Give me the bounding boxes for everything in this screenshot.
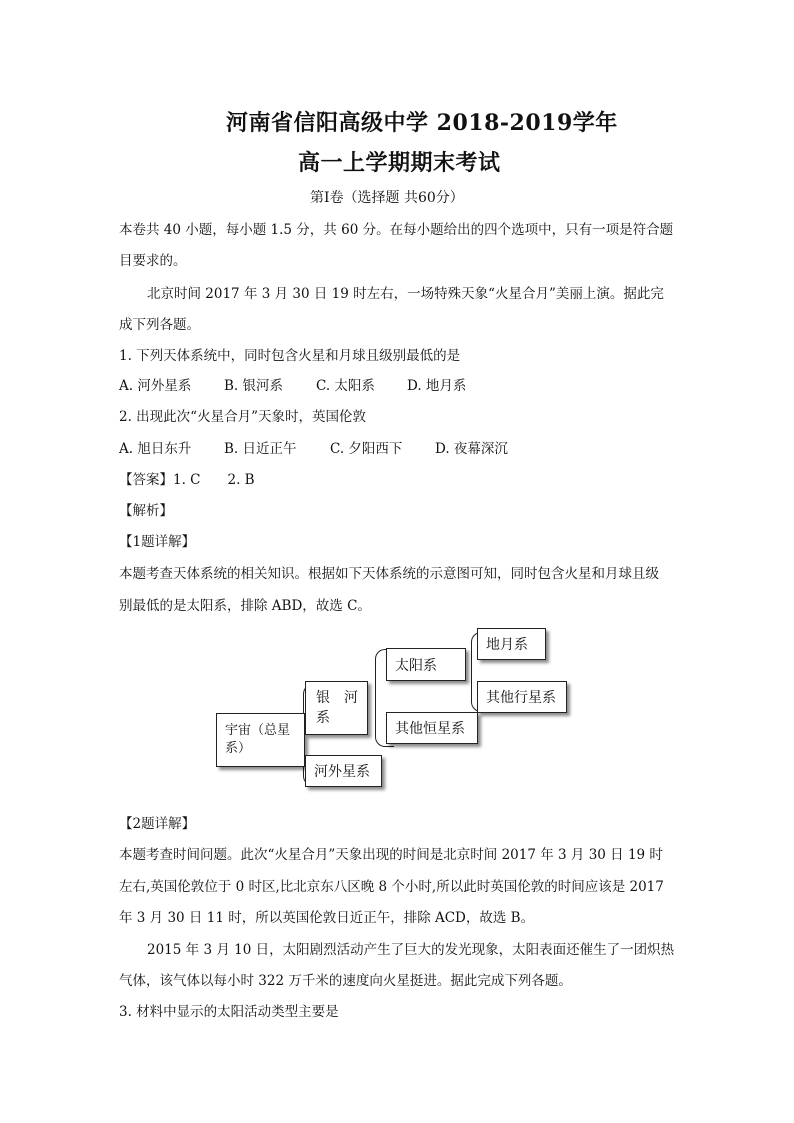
detail-1-line-1: 本题考查天体系统的相关知识。根据如下天体系统的示意图可知，同时包含火星和月球且级 <box>119 566 659 582</box>
detail-2-label: 【2题详解】 <box>119 816 196 832</box>
node-galaxy <box>305 681 368 735</box>
node-extragalactic-label: 河外星系 <box>314 764 370 780</box>
node-universe-line-1: 宇宙（总星 <box>225 723 291 738</box>
material1-line-1: 北京时间 2017 年 3 月 30 日 19 时左右，一场特殊天象“火星合月”美丽上演。据此完 <box>147 286 664 302</box>
answer-line: 【答案】1. C 2. B <box>119 472 255 488</box>
node-galaxy-line-1: 银 河 <box>316 690 358 706</box>
node-earth-moon-system <box>477 628 546 660</box>
node-universe-line-2: 系） <box>225 741 252 756</box>
intro-line-1: 本卷共 40 小题，每小题 1.5 分，共 60 分。在每小题给出的四个选项中，只有一项是符合题 <box>119 222 674 238</box>
node-earth-moon-system-label: 地月系 <box>486 637 528 653</box>
node-other-planetary-systems <box>477 681 567 713</box>
node-solar-system-label: 太阳系 <box>395 657 437 674</box>
question-1-stem: 1. 下列天体系统中，同时包含火星和月球且级别最低的是 <box>119 348 461 364</box>
node-other-planetary-systems-label: 其他行星系 <box>486 690 556 706</box>
question-1-option-b: B. 银河系 <box>224 378 284 394</box>
material2-line-2: 气体，该气体以每小时 322 万千米的速度向火星挺进。据此完成下列各题。 <box>119 973 572 989</box>
question-1-option-a: A. 河外星系 <box>119 378 192 394</box>
question-2-option-b: B. 日近正午 <box>224 441 297 457</box>
title-line-1: 河南省信阳高级中学 2018-2019学年 <box>226 110 618 136</box>
detail-1-label: 【1题详解】 <box>119 534 196 550</box>
analysis-label: 【解析】 <box>119 503 173 519</box>
question-2-option-a: A. 旭日东升 <box>119 441 192 457</box>
section-heading: 第Ⅰ卷（选择题 共60分） <box>310 190 464 206</box>
node-galaxy-line-2: 系 <box>316 710 330 726</box>
detail-2-line-1: 本题考查时间问题。此次“火星合月”天象出现的时间是北京时间 2017 年 3 月 30 日 19 时 <box>119 847 663 863</box>
question-3-stem: 3. 材料中显示的太阳活动类型主要是 <box>119 1004 339 1020</box>
detail-2-line-2: 左右,英国伦敦位于 0 时区,比北京东八区晚 8 个小时,所以此时英国伦敦的时间应该是 2017 <box>119 879 664 895</box>
node-other-star-systems <box>386 712 478 744</box>
intro-line-2: 目要求的。 <box>119 253 187 269</box>
question-1-option-d: D. 地月系 <box>407 378 467 394</box>
node-other-star-systems-label: 其他恒星系 <box>395 721 465 737</box>
material1-line-2: 成下列各题。 <box>119 317 200 333</box>
node-extragalactic <box>305 755 382 787</box>
node-solar-system <box>386 648 466 681</box>
question-1-option-c: C. 太阳系 <box>316 378 375 394</box>
detail-2-line-3: 年 3 月 30 日 11 时，所以英国伦敦日近正午，排除 ACD，故选 B。 <box>119 910 535 926</box>
title-line-2: 高一上学期期末考试 <box>298 150 501 176</box>
node-universe <box>216 713 305 767</box>
question-2-option-d: D. 夜幕深沉 <box>435 441 508 457</box>
question-2-stem: 2. 出现此次“火星合月”天象时，英国伦敦 <box>119 409 366 425</box>
detail-1-line-2: 别最低的是太阳系，排除 ABD，故选 C。 <box>119 598 371 614</box>
question-2-option-c: C. 夕阳西下 <box>330 441 403 457</box>
material2-line-1: 2015 年 3 月 10 日，太阳剧烈活动产生了巨大的发光现象，太阳表面还催生了一团炽热 <box>147 942 675 958</box>
